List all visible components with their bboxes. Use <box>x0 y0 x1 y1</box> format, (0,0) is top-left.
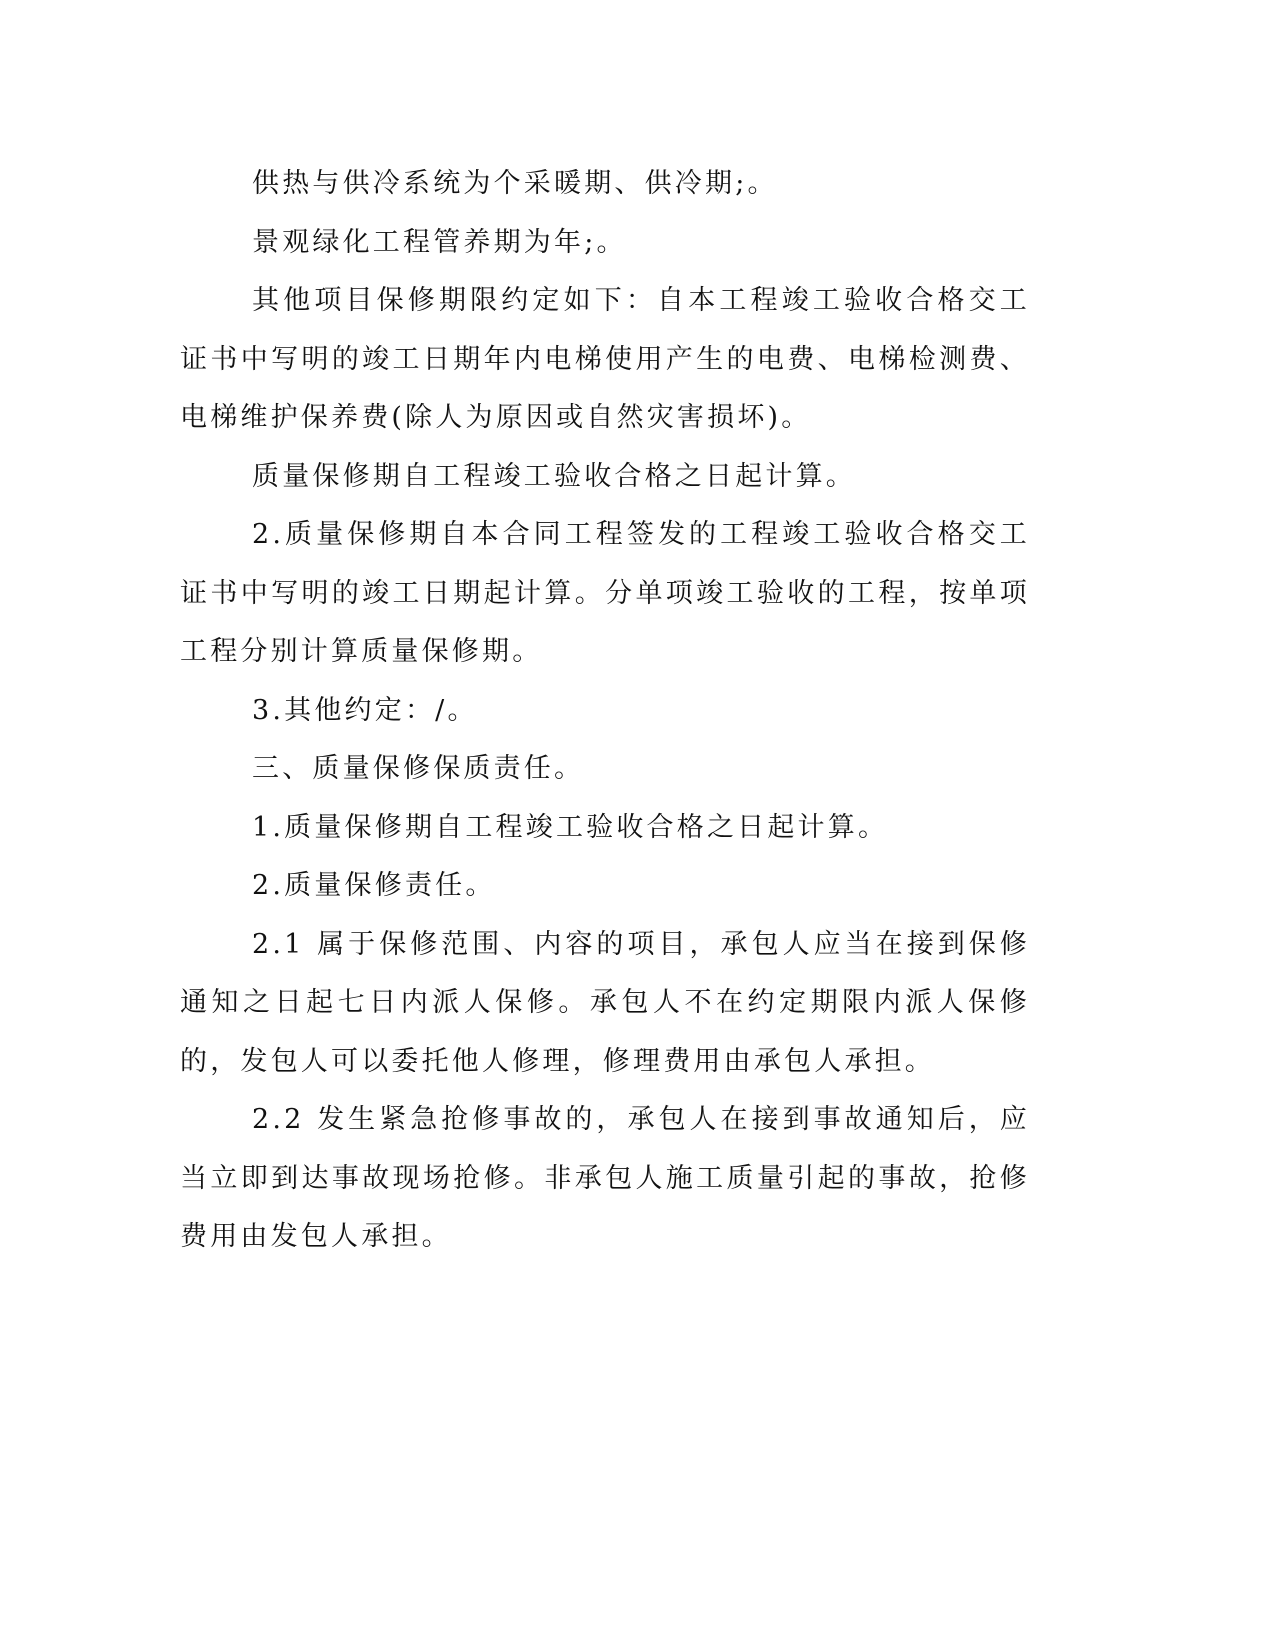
section-heading-3: 三、质量保修保质责任。 <box>252 753 585 784</box>
paragraph-warranty-start: 质量保修期自工程竣工验收合格之日起计算。 <box>252 460 856 492</box>
paragraph-section3-item1: 1.质量保修期自工程竣工验收合格之日起计算。 <box>252 811 889 843</box>
document-body <box>180 155 1030 1267</box>
paragraph-item-2-1: 2.1 属于保修范围、内容的项目，承包人应当在接到保修通知之日起七日内派人保修。承包人不在约定期限内派人保修的，发包人可以委托他人修理，修理费用由承包人承担。 <box>180 928 1030 1077</box>
paragraph-landscaping-period: 景观绿化工程管养期为年;。 <box>252 226 627 258</box>
paragraph-section3-item2: 2.质量保修责任。 <box>252 870 496 901</box>
paragraph-clause-2: 2.质量保修期自本合同工程签发的工程竣工验收合格交工证书中写明的竣工日期起计算。分单项竣工验收的工程，按单项工程分别计算质量保修期。 <box>180 519 1030 667</box>
paragraph-item-2-2: 2.2 发生紧急抢修事故的，承包人在接到事故通知后，应当立即到达事故现场抢修。非承包人施工质量引起的事故，抢修费用由发包人承担。 <box>180 1104 1030 1252</box>
paragraph-heating-cooling-period: 供热与供冷系统为个采暖期、供冷期;。 <box>252 168 778 199</box>
paragraph-other-items-warranty: 其他项目保修期限约定如下：自本工程竣工验收合格交工证书中写明的竣工日期年内电梯使用产生的电费、电梯检测费、电梯维护保养费(除人为原因或自然灾害损坏)。 <box>180 285 1030 433</box>
paragraph-clause-3: 3.其他约定：/。 <box>252 694 478 726</box>
